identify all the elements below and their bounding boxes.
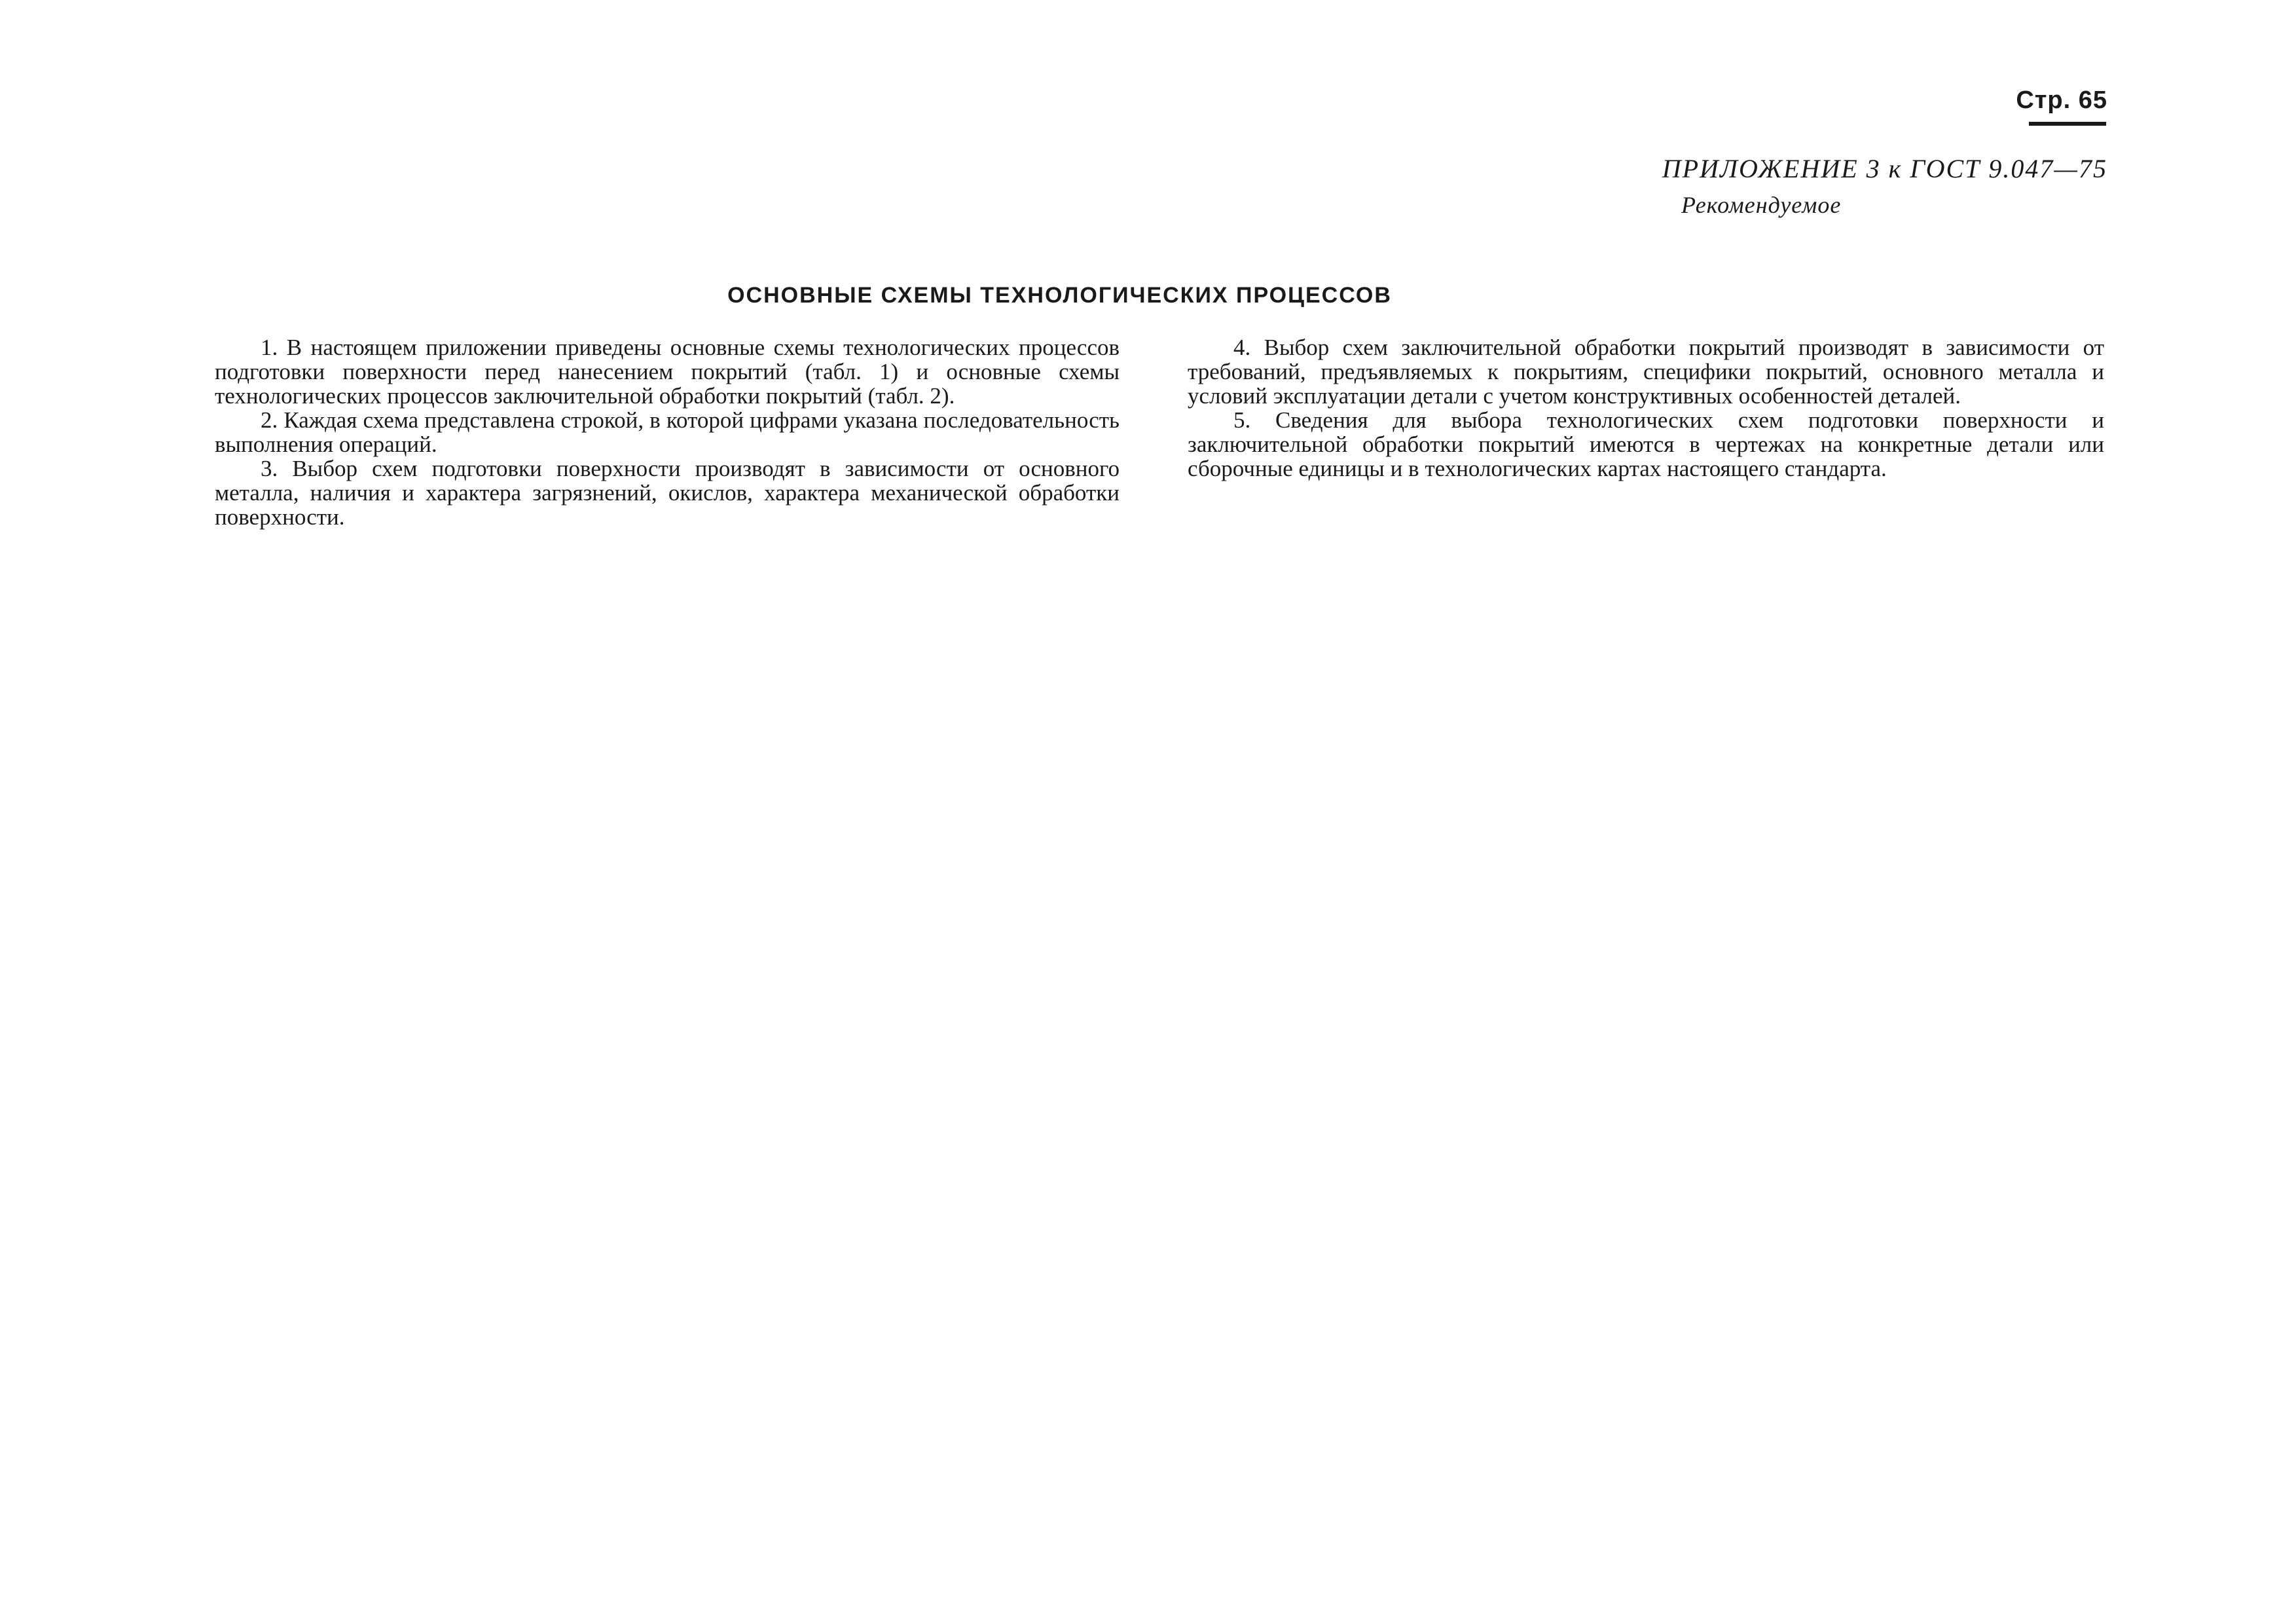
- appendix-status: Рекомендуемое: [1681, 192, 1842, 218]
- right-text-column: [1188, 335, 2104, 481]
- left-text-column: [215, 335, 1120, 529]
- paragraph-1: 1. В настоящем приложении приведены основные схемы технологических процессов подготовки поверхности перед нанесением покрытий (табл. 1) и основные схемы технологических процессов заключительной обработки покрытий (табл. 2).: [215, 335, 1120, 409]
- paragraph-3: 3. Выбор схем подготовки поверхности производят в зависимости от основного металла, наличия и характера загрязнений, окислов, характера механической обработки поверхности.: [215, 456, 1120, 530]
- page-number: Стр. 65: [2016, 86, 2107, 114]
- paragraph-4: 4. Выбор схем заключительной обработки покрытий производят в зависимости от требований, предъявляемых к покрытиям, специфики покрытий, основного металла и условий эксплуатации детали с учетом конструктивных особенностей деталей.: [1188, 335, 2104, 409]
- appendix-heading: ПРИЛОЖЕНИЕ 3 к ГОСТ 9.047—75: [1662, 154, 2107, 183]
- paragraph-2: 2. Каждая схема представлена строкой, в которой цифрами указана последовательность выполнения операций.: [215, 407, 1120, 457]
- page-number-underline: [2029, 122, 2106, 126]
- paragraph-5: 5. Сведения для выбора технологических схем подготовки поверхности и заключительной обработки покрытий имеются в чертежах на конкретные детали или сборочные единицы и в технологических картах настоящего стандарта.: [1188, 407, 2104, 481]
- section-title: ОСНОВНЫЕ СХЕМЫ ТЕХНОЛОГИЧЕСКИХ ПРОЦЕССОВ: [727, 283, 1392, 308]
